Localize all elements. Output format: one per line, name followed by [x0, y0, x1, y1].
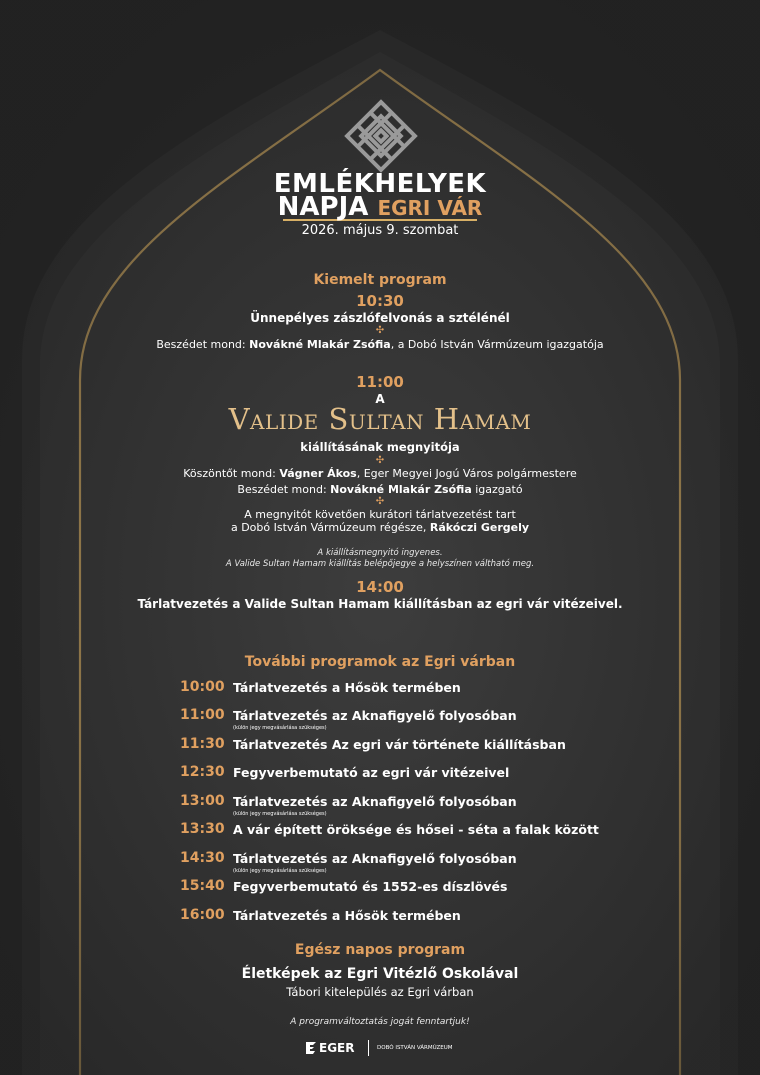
exhibition-title: Valide Sultan Hamam [228, 402, 532, 436]
featured-time-3: 14:00 [356, 578, 404, 596]
museum-logo-text: DOBÓ ISTVÁN VÁRMÚZEUM [377, 1045, 453, 1051]
fleuron-divider: ✣ [375, 455, 385, 466]
schedule-time: 12:30 [180, 764, 225, 780]
logo-divider [368, 1040, 369, 1056]
eger-logo-text: EGER [319, 1041, 355, 1055]
schedule-title: Tárlatvezetés az Aknafigyelő folyosóban [233, 794, 517, 809]
schedule-time: 11:00 [180, 707, 225, 723]
all-day-subtitle: Tábori kitelepülés az Egri várban [286, 985, 474, 999]
greet-prefix: Köszöntőt mond: [183, 467, 280, 480]
schedule-time: 14:30 [180, 850, 225, 866]
speech-1-name: Novákné Mlakár Zsófia [249, 338, 391, 351]
schedule-time: 13:30 [180, 821, 225, 837]
tour-guide-name: Rákóczi Gergely [429, 521, 530, 534]
schedule-time: 10:00 [180, 679, 225, 695]
exhibition-subtitle: kiállításának megnyitója [300, 440, 460, 454]
schedule-title: Fegyverbemutató és 1552-es díszlövés [233, 879, 508, 894]
greeting-line [0, 467, 760, 480]
speech-2-suffix: igazgató [471, 483, 523, 496]
speech-2-name: Novákné Mlakár Zsófia [330, 483, 472, 496]
speech-2-prefix: Beszédet mond: [237, 483, 331, 496]
featured-event-3: Tárlatvezetés a Valide Sultan Hamam kiállításban az egri vár vitézeivel. [137, 597, 623, 611]
schedule-title: Tárlatvezetés az Aknafigyelő folyosóban [233, 851, 517, 866]
title-egri-var: EGRI VÁR [377, 196, 483, 220]
speech-line-1 [0, 338, 760, 351]
all-day-title: Életképek az Egri Vitézlő Oskolával [241, 966, 519, 982]
schedule-title: Fegyverbemutató az egri vár vitézeivel [233, 765, 510, 780]
all-day-heading: Egész napos program [294, 942, 466, 958]
tour-line-1: A megnyitót követően kurátori tárlatvezetést tart [244, 508, 516, 521]
more-programs-heading: További programok az Egri várban [244, 654, 516, 670]
featured-time-1: 10:30 [356, 292, 404, 310]
tour-line-2 [0, 521, 760, 534]
speech-1-suffix: , a Dobó István Vármúzeum igazgatója [390, 338, 604, 351]
schedule-time: 11:30 [180, 736, 225, 752]
eger-logo-icon [305, 1041, 317, 1055]
schedule-title: Tárlatvezetés az Aknafigyelő folyosóban [233, 708, 517, 723]
note-ticket: A Valide Sultan Hamam kiállítás belépőjegye a helyszínen váltható meg. [225, 559, 535, 569]
schedule-time: 15:40 [180, 878, 225, 894]
note-free-entry: A kiállításmegnyitó ingyenes. [317, 548, 443, 558]
fleuron-divider: ✣ [375, 325, 385, 336]
schedule-title: A vár épített öröksége és hősei - séta a falak között [233, 822, 599, 837]
fleuron-divider: ✣ [375, 496, 385, 507]
featured-event-1: Ünnepélyes zászlófelvonás a sztélénél [250, 311, 510, 325]
featured-time-2: 11:00 [356, 373, 404, 391]
schedule-note: (külön jegy megvásárlása szükséges) [233, 725, 327, 731]
tour-line-2-prefix: a Dobó István Vármúzeum régésze, [230, 521, 430, 534]
schedule-title: Tárlatvezetés a Hősök termében [233, 680, 461, 695]
title-line-2 [0, 192, 760, 222]
title-line-1: EMLÉKHELYEK [273, 169, 487, 199]
schedule-note: (külön jegy megvásárlása szükséges) [233, 811, 327, 817]
schedule-title: Tárlatvezetés a Hősök termében [233, 908, 461, 923]
speech-line-2 [0, 483, 760, 496]
title-napja: NAPJA [277, 192, 369, 222]
disclaimer: A programváltoztatás jogát fenntartjuk! [290, 1017, 470, 1027]
greet-suffix: , Eger Megyei Jogú Város polgármestere [356, 467, 577, 480]
featured-heading: Kiemelt program [313, 272, 447, 288]
greet-name: Vágner Ákos [279, 467, 357, 480]
schedule-title: Tárlatvezetés Az egri vár története kiállításban [233, 737, 566, 752]
speech-1-prefix: Beszédet mond: [156, 338, 250, 351]
event-date: 2026. május 9. szombat [301, 223, 459, 238]
schedule-time: 13:00 [180, 793, 225, 809]
schedule-time: 16:00 [180, 907, 225, 923]
schedule-note: (külön jegy megvásárlása szükséges) [233, 868, 327, 874]
exhibition-article: A [375, 392, 385, 406]
